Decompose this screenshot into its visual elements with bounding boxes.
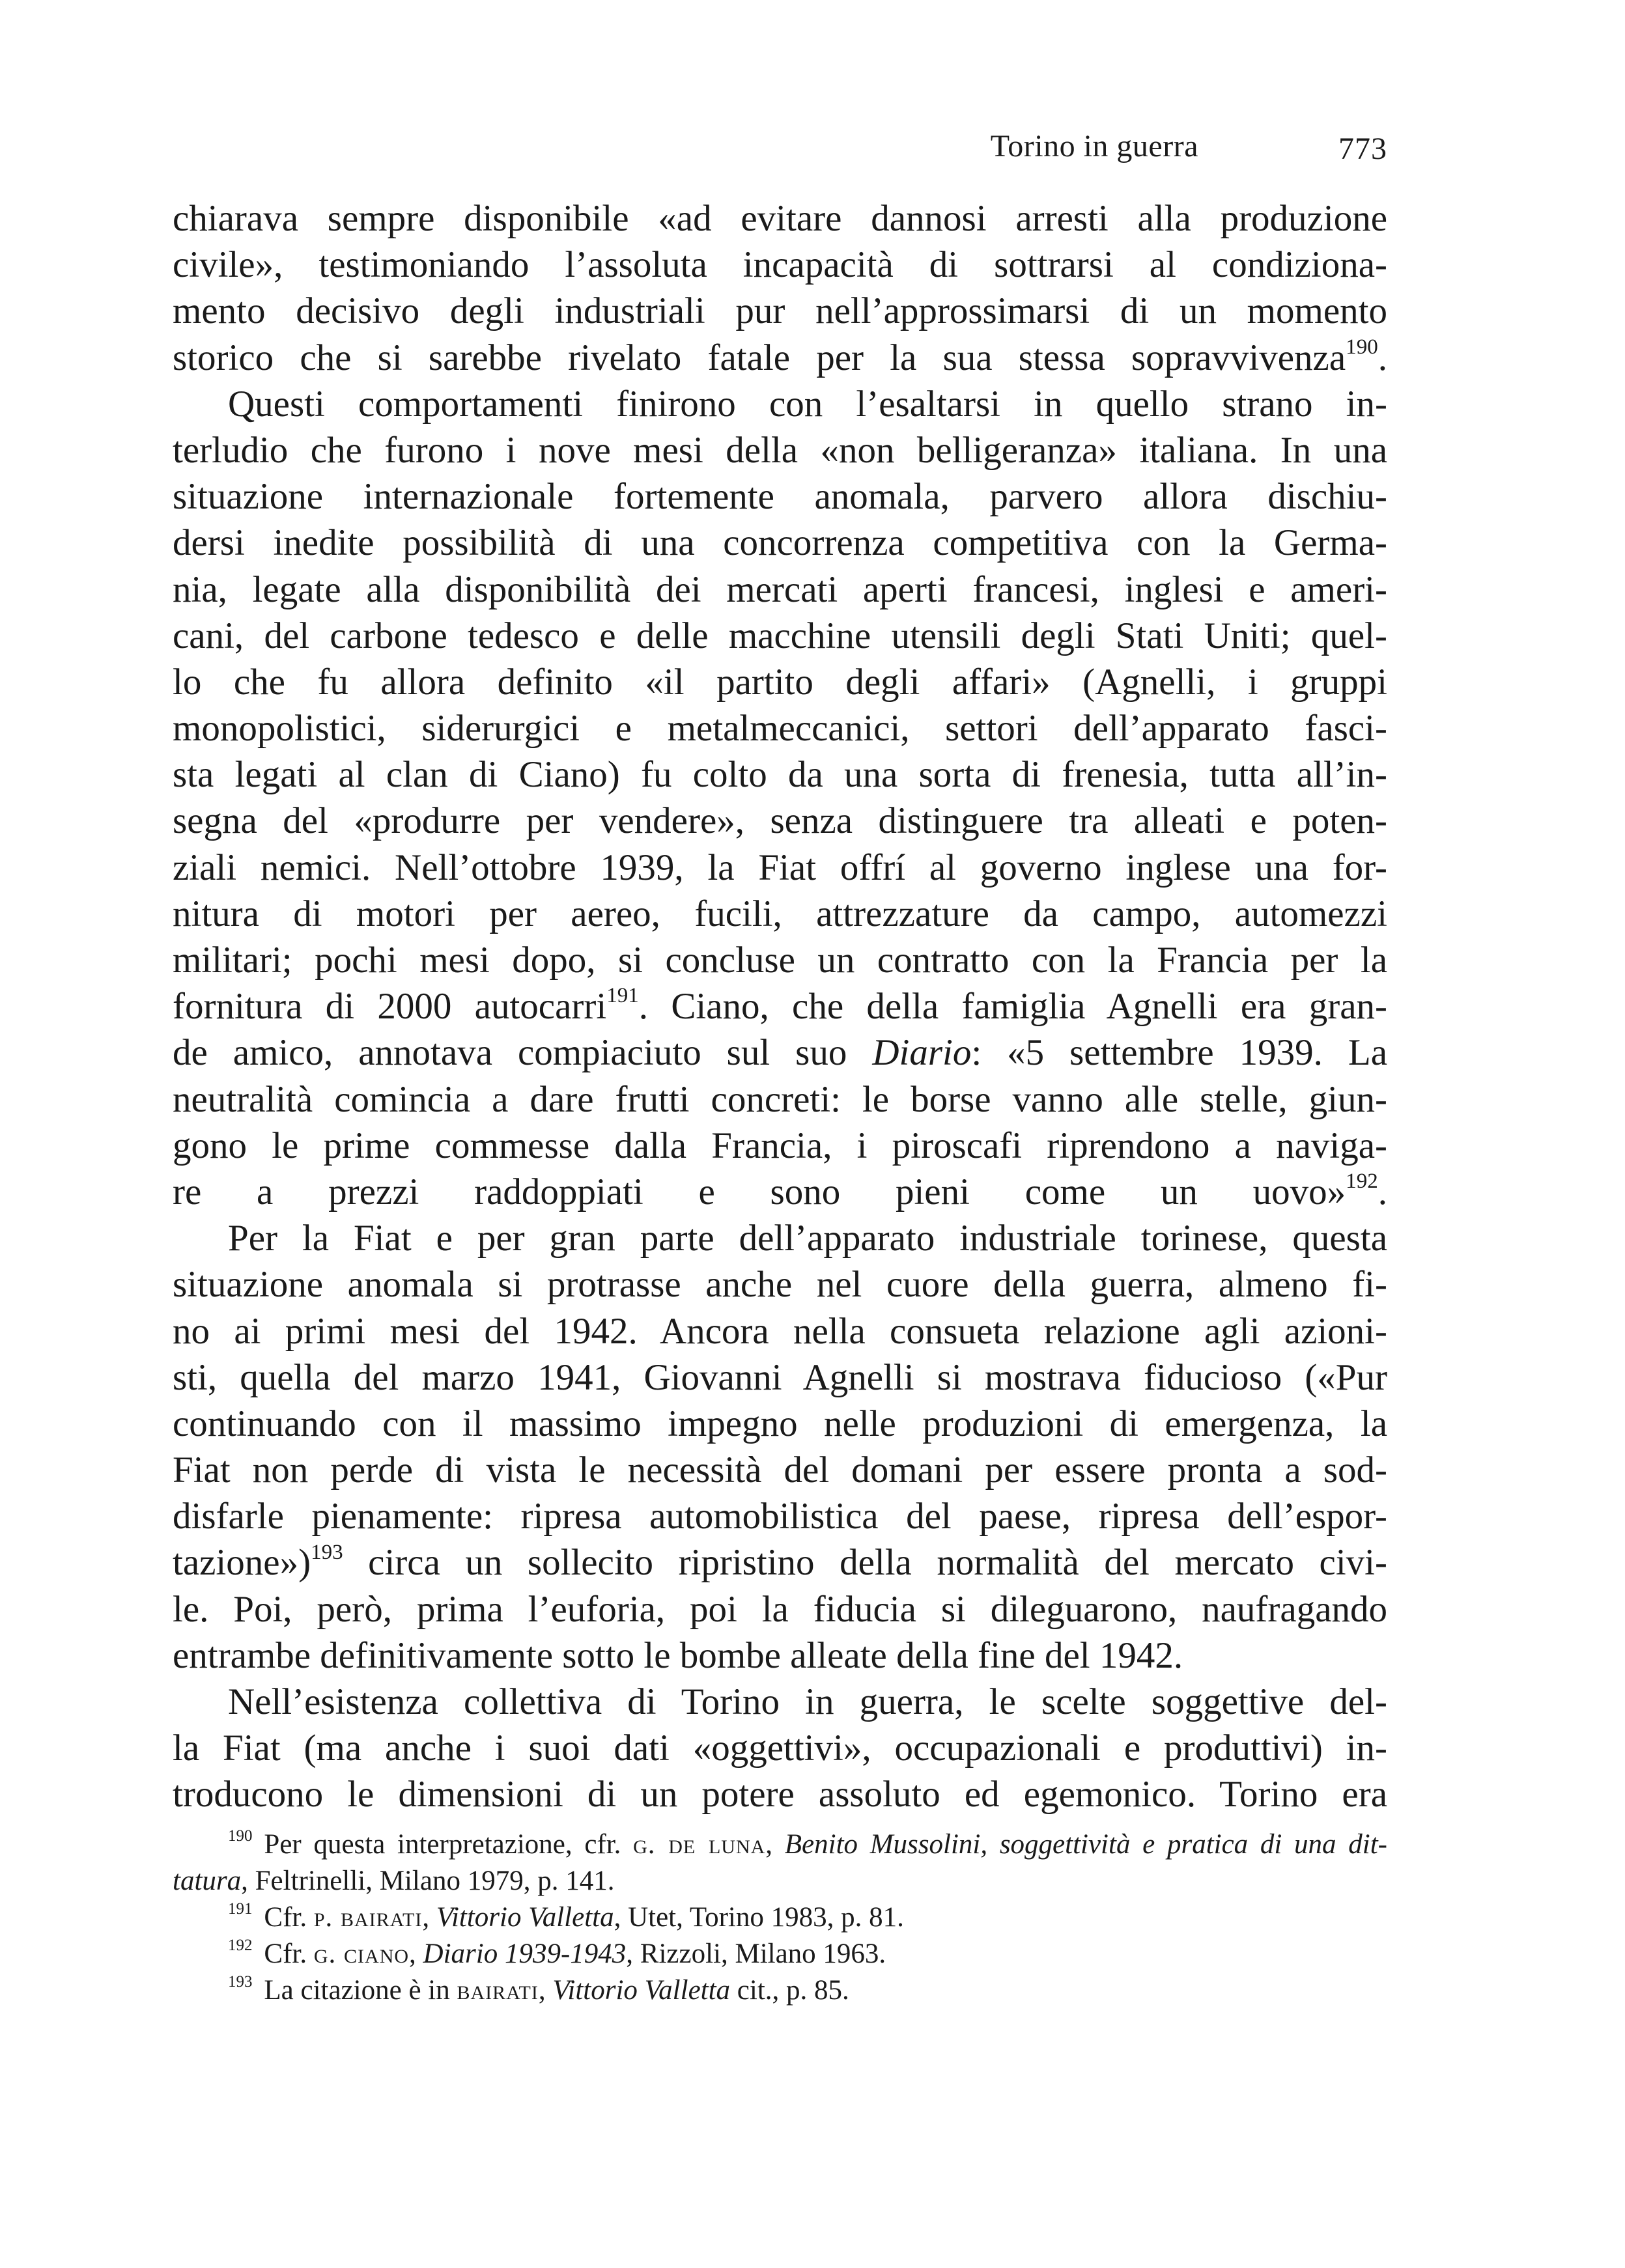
text-line: troducono le dimensioni di un potere assoluto ed egemonico. Torino era: [173, 1774, 1387, 1815]
text-line: [173, 1539, 1387, 1586]
footnote-text: Per questa interpretazione, cfr.: [264, 1829, 634, 1860]
footnote-title: tatura: [173, 1866, 242, 1896]
text-segment: fornitura di 2000 autocarri: [173, 986, 607, 1028]
text-line: neutralità comincia a dare frutti concreti: le borse vanno alle stelle, giun-: [173, 1078, 1387, 1120]
footnote-text: La citazione è in: [264, 1975, 457, 2006]
body-text: [173, 195, 1387, 1818]
text-line: no ai primi mesi del 1942. Ancora nella consueta relazione agli azioni-: [173, 1310, 1387, 1352]
text-line: nia, legate alla disponibilità dei mercati aperti francesi, inglesi e ameri-: [173, 568, 1387, 610]
text-line: militari; pochi mesi dopo, si concluse un contratto con la Francia per la: [173, 940, 1387, 981]
footnote-line: [173, 1827, 1387, 1863]
text-line: gono le prime commesse dalla Francia, i piroscafi riprendono a naviga-: [173, 1125, 1387, 1166]
footnote-text: cit., p. 85.: [730, 1975, 849, 2006]
footnote-number: 192: [228, 1937, 253, 1955]
paragraph-4: [173, 1679, 1387, 1818]
text-line: dersi inedite possibilità di una concorrenza competitiva con la Germa-: [173, 522, 1387, 564]
text-segment: de amico, annotava compiaciuto sul suo: [173, 1032, 873, 1074]
text-line: sti, quella del marzo 1941, Giovanni Agnelli si mostrava fiducioso («Pur: [173, 1356, 1387, 1398]
paragraph-1: [173, 195, 1387, 381]
text-line: chiarava sempre disponibile «ad evitare dannosi arresti alla produzione: [173, 198, 1387, 239]
footnote-author: p. bairati: [313, 1902, 423, 1933]
footnote-text: , Feltrinelli, Milano 1979, p. 141.: [241, 1866, 615, 1896]
text-line: [173, 335, 1387, 381]
footnote-author: g. ciano: [313, 1939, 410, 1969]
running-title: Torino in guerra: [990, 129, 1198, 163]
text-line: nitura di motori per aereo, fucili, attrezzature da campo, automezzi: [173, 893, 1387, 934]
footnote-ref-193: 193: [311, 1540, 343, 1564]
footnote-line: [173, 1899, 1387, 1936]
text-segment: .: [1378, 1171, 1387, 1212]
footnote-192: [173, 1936, 1387, 1972]
footnote-line: [173, 1863, 1387, 1899]
text-line: cani, del carbone tedesco e delle macchine utensili degli Stati Uniti; quel-: [173, 615, 1387, 656]
footnote-number: 193: [228, 1973, 253, 1991]
footnote-text: Cfr.: [264, 1939, 314, 1969]
text-line: terludio che furono i nove mesi della «non belligeranza» italiana. In una: [173, 429, 1387, 471]
text-segment: re a prezzi raddoppiati e sono pieni come un uovo»: [173, 1171, 1346, 1212]
text-line: [173, 983, 1387, 1029]
text-segment: circa un sollecito ripristino della normalità del mercato civi-: [343, 1542, 1387, 1584]
footnote-ref-192: 192: [1346, 1169, 1378, 1194]
footnote-line: [173, 1972, 1387, 2009]
footnote-author: g. de luna: [633, 1829, 766, 1860]
italic-title: Diario: [872, 1032, 972, 1074]
footnote-title: Diario 1939-1943: [423, 1939, 627, 1969]
text-line: situazione internazionale fortemente anomala, parvero allora dischiu-: [173, 476, 1387, 518]
footnote-text: , Utet, Torino 1983, p. 81.: [614, 1902, 904, 1933]
footnote-number: 190: [228, 1827, 253, 1845]
text-segment: . Ciano, che della famiglia Agnelli era gran-: [638, 986, 1387, 1028]
footnote-line: [173, 1936, 1387, 1972]
footnote-title: Vittorio Valletta: [436, 1902, 614, 1933]
text-line: lo che fu allora definito «il partito degli affari» (Agnelli, i gruppi: [173, 661, 1387, 703]
text-line: mento decisivo degli industriali pur nell’approssimarsi di un momento: [173, 290, 1387, 332]
text-segment: : «5 settembre 1939. La: [971, 1032, 1387, 1074]
footnotes: [173, 1827, 1387, 2009]
text-segment: storico che si sarebbe rivelato fatale per la sua stessa sopravvivenza: [173, 337, 1346, 378]
text-line: Fiat non perde di vista le necessità del domani per essere pronta a sod-: [173, 1449, 1387, 1491]
text-line: disfarle pienamente: ripresa automobilistica del paese, ripresa dell’espor-: [173, 1496, 1387, 1537]
footnote-number: 191: [228, 1900, 253, 1918]
footnote-193: [173, 1972, 1387, 2009]
footnote-text: ,: [409, 1939, 423, 1969]
text-line: Nell’esistenza collettiva di Torino in guerra, le scelte soggettive del-: [228, 1681, 1387, 1722]
footnote-text: ,: [538, 1975, 553, 2006]
text-line: ziali nemici. Nell’ottobre 1939, la Fiat offrí al governo inglese una for-: [173, 847, 1387, 888]
footnote-191: [173, 1899, 1387, 1936]
text-line: civile», testimoniando l’assoluta incapacità di sottrarsi al condiziona-: [173, 244, 1387, 286]
running-head: [173, 124, 1387, 169]
footnote-text: , Rizzoli, Milano 1963.: [626, 1939, 886, 1969]
page-number: 773: [1338, 132, 1387, 166]
text-line: situazione anomala si protrasse anche nel cuore della guerra, almeno fi-: [173, 1264, 1387, 1306]
text-line: continuando con il massimo impegno nelle produzioni di emergenza, la: [173, 1403, 1387, 1444]
footnote-ref-190: 190: [1346, 335, 1378, 359]
text-line: la Fiat (ma anche i suoi dati «oggettivi», occupazionali e produttivi) in-: [173, 1728, 1387, 1769]
footnote-title: Vittorio Valletta: [552, 1975, 731, 2006]
text-line: segna del «produrre per vendere», senza distinguere tra alleati e poten-: [173, 800, 1387, 842]
paragraph-3: [173, 1215, 1387, 1679]
footnote-text: ,: [422, 1902, 436, 1933]
text-line: Questi comportamenti finirono con l’esaltarsi in quello strano in-: [228, 383, 1387, 425]
text-line: sta legati al clan di Ciano) fu colto da una sorta di frenesia, tutta all’in-: [173, 754, 1387, 796]
text-segment: .: [1378, 337, 1387, 378]
text-line: monopolistici, siderurgici e metalmeccanici, settori dell’apparato fasci-: [173, 708, 1387, 749]
text-line: [173, 1169, 1387, 1215]
footnote-author: bairati: [457, 1975, 539, 2006]
text-line: Per la Fiat e per gran parte dell’apparato industriale torinese, questa: [228, 1218, 1387, 1259]
footnote-ref-191: 191: [606, 984, 639, 1008]
text-line: le. Poi, però, prima l’euforia, poi la fiducia si dileguarono, naufragando: [173, 1588, 1387, 1630]
footnote-title: Benito Mussolini, soggettività e pratica di una dit-: [784, 1829, 1387, 1860]
footnote-text: ,: [765, 1829, 785, 1860]
text-line: [173, 1029, 1387, 1076]
text-line: entrambe definitivamente sotto le bombe alleate della fine del 1942.: [173, 1634, 1183, 1676]
text-segment: tazione»): [173, 1542, 311, 1584]
paragraph-2: [173, 381, 1387, 1215]
footnote-190: [173, 1827, 1387, 1899]
footnote-text: Cfr.: [264, 1902, 314, 1933]
